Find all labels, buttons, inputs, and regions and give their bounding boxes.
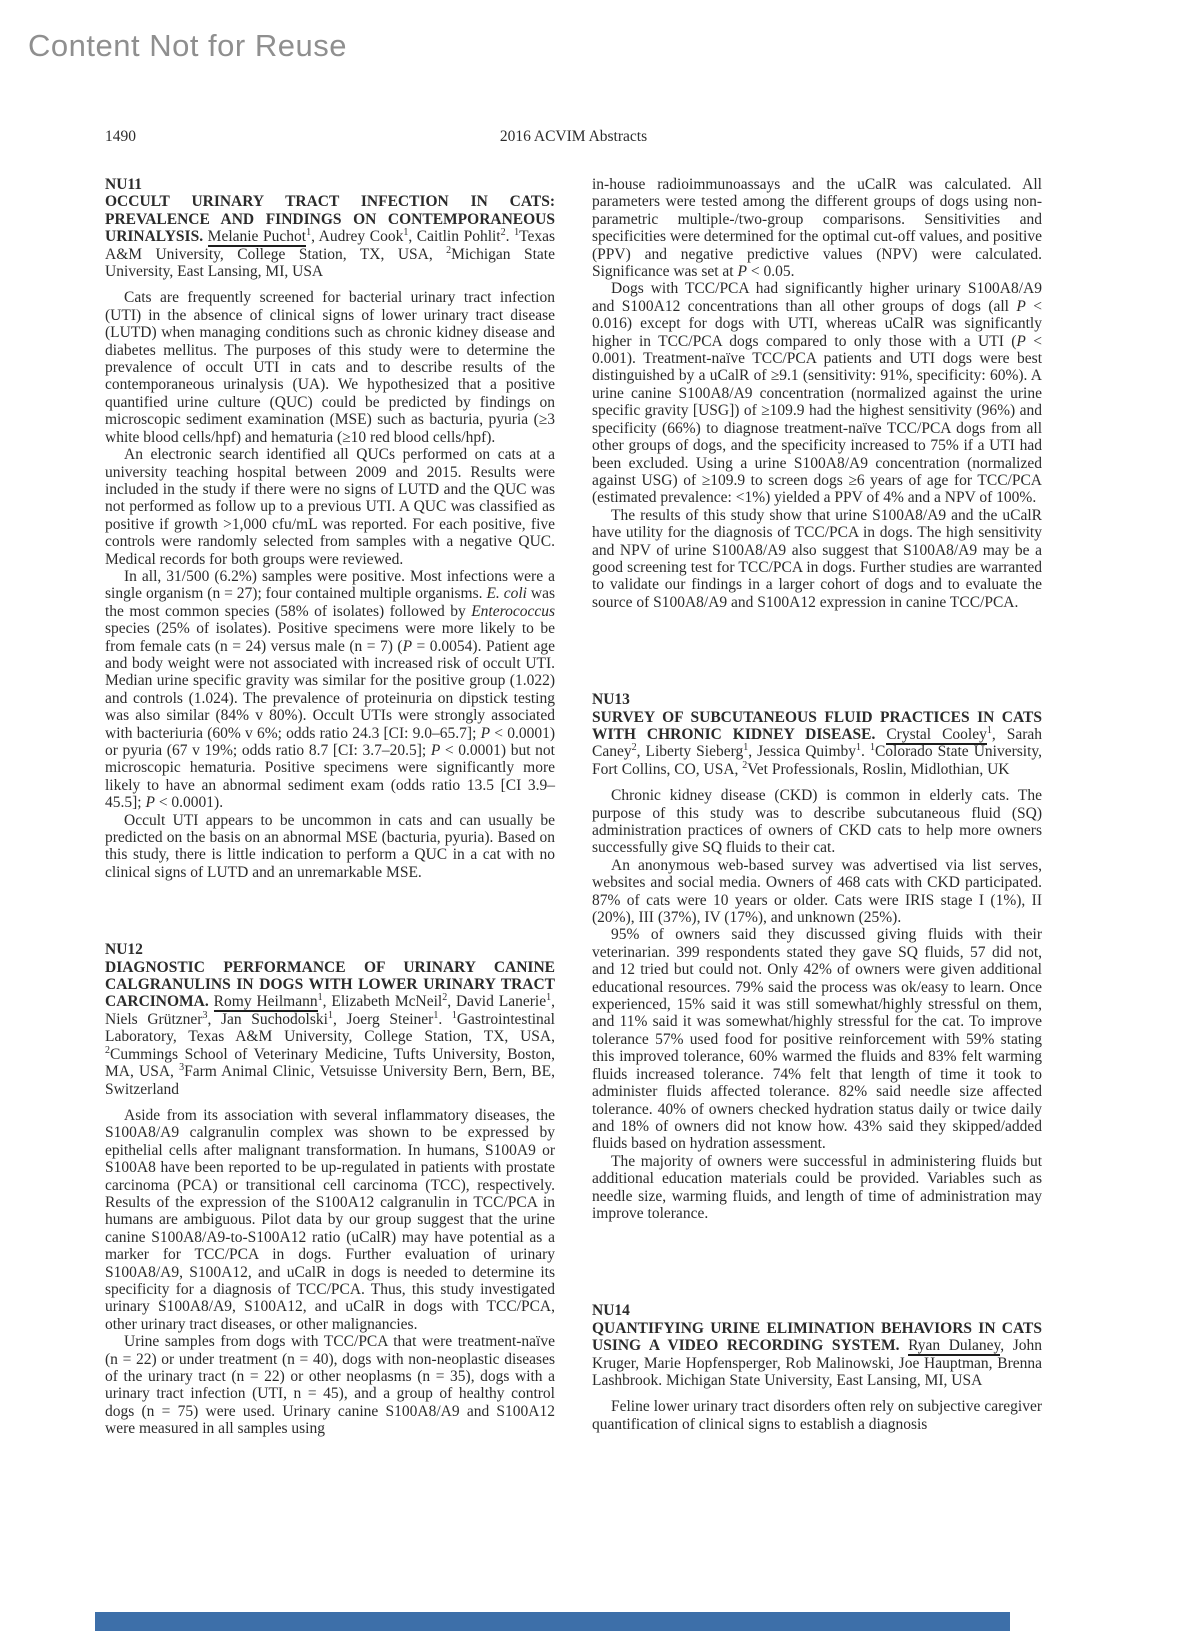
superscript: 1 xyxy=(317,992,323,1004)
text-segment: 95% of owners said they discussed giving fluids with their veterinarian. 399 respondents stated they gave SQ fluids, 57 did not, and 12 tried but could not. Only 42% of owners were given additional educational resources. 79% said the process was ok/easy to learn. Once experienced, 15% said it was still somewhat/highly stressful on them, and 11% said it was somewhat/highly stressful for the cat. To improve tolerance 57% used food for positive reinforcement with 59% stating this improved tolerance, 60% warmed the fluids and 83% felt warming fluids increased tolerance. 74% felt that length of time it took to administer fluids affected tolerance. 82% said needle size affected tolerance. 40% of owners checked hydration status daily or twice daily and 18% of owners did not know how. 43% said they skipped/added fluids based on hydration assessment. xyxy=(592,926,1042,1153)
text-segment: An anonymous web-based survey was advertised via list serves, websites and social media. Owners of 468 cats with CKD participated. 87% of cats were 10 years or older. Cats were IRIS stage I (1%), II (20%), III (37%), IV (17%), and unknown (25%). xyxy=(592,856,1042,927)
watermark-text: Content Not for Reuse xyxy=(28,28,347,63)
text-segment: An electronic search identified all QUCs performed on cats at a university teaching hospital between 2009 and 2015. Results were included in the study if there were no signs of LUTD and the QUC was not performed as follow up to a previous UTI. A QUC was classified as positive if growth >1,000 cfu/mL was reported. For each positive, five controls were randomly selected from samples with a negative QUC. Medical records for both groups were reviewed. xyxy=(105,446,555,568)
text-segment: < 0.016) except for dogs with UTI, whereas uCalR was significantly higher in TCC/PCA dogs compared to only those with a UTI ( xyxy=(592,297,1042,350)
text-segment: P xyxy=(402,637,413,655)
abstract-paragraph xyxy=(592,507,1042,611)
superscript: 1 xyxy=(856,742,862,754)
text-segment: Cummings School of Veterinary Medicine, Tufts University, Boston, MA, USA, xyxy=(105,1045,555,1081)
text-segment: . xyxy=(438,1010,452,1028)
abstract-code: NU12 xyxy=(105,941,143,959)
presenting-author: Ryan Dulaney xyxy=(908,1337,1001,1355)
right-column xyxy=(592,176,1042,1433)
abstract-paragraph xyxy=(592,787,1042,857)
superscript: 1 xyxy=(546,992,552,1004)
text-segment: , Jessica Quimby xyxy=(748,743,857,761)
text-segment: < 0.001). Treatment-naïve TCC/PCA patients and UTI dogs were best distinguished by a uCalR of ≥9.1 (sensitivity: 91%, specificity: 60%). A urine canine S100A8/A9 concentration (normalized against the urine specific gravity [USG]) of ≥109.9 had the highest sensitivity (96%) and specificity (66%) to diagnose treatment-naïve TCC/PCA dogs from all other groups of dogs, and the specificity increased to 75% if a UTI had been excluded. Using a urine S100A8/A9 concentration (normalized against USG) of ≥109.9 to screen dogs ≥6 years of age for TCC/PCA (estimated prevalence: <1%) yielded a PPV of 4% and a NPV of 100%. xyxy=(592,332,1042,507)
header-title: 2016 ACVIM Abstracts xyxy=(499,128,648,145)
text-segment: The results of this study show that urine S100A8/A9 and the uCalR have utility for the diagnosis of TCC/PCA in dogs. The high sensitivity and NPV of urine S100A8/A9 also suggest that S100A8/A9 may be a good screening test for TCC/PCA in dogs. Further studies are warranted to validate our findings in a larger cohort of dogs and to evaluate the source of S100A8/A9 and S100A12 expression in canine TCC/PCA. xyxy=(592,506,1042,611)
abstract-title-authors xyxy=(105,193,555,280)
text-segment: Gastrointestinal Laboratory, Texas A&M University, College Station, TX, USA, xyxy=(105,1010,555,1046)
text-segment: Colorado State University, Fort Collins, CO, USA, xyxy=(592,743,1042,778)
superscript: 1 xyxy=(306,227,312,239)
abstract-paragraph xyxy=(105,812,555,882)
abstract-paragraph xyxy=(592,176,1042,280)
text-segment: Cats are frequently screened for bacterial urinary tract infection (UTI) in the absence of clinical signs of lower urinary tract disease (LUTD) when managing conditions such as chronic kidney disease and diabetes mellitus. The purposes of this study were to determine the prevalence of occult UTI in cats and to describe results of the contemporaneous urinalysis (UA). We hypothesized that a positive quantified urine culture (QUC) could be predicted by findings on microscopic sediment examination (MSE) such as bacturia, pyuria (≥3 white blood cells/hpf) and hematuria (≥10 red blood cells/hpf). xyxy=(105,289,555,446)
text-segment: , John Kruger, Marie Hopfensperger, Rob Malinowski, Joe Hauptman, Brenna Lashbrook. Michigan State University, East Lansing, MI, USA xyxy=(592,1337,1042,1389)
text-segment: SURVEY OF SUBCUTANEOUS FLUID PRACTICES IN CATS WITH CHRONIC KIDNEY DISEASE. xyxy=(592,708,1042,743)
text-segment: , Joerg Steiner xyxy=(332,1010,434,1028)
text-segment: < 0.0001). xyxy=(154,794,224,812)
text-segment: < 0.0001) or pyuria (67 v 19%; odds ratio 8.7 [CI: 3.7–20.5]; xyxy=(105,724,556,759)
text-segment: , Elizabeth McNeil xyxy=(322,993,443,1011)
page-header xyxy=(105,128,1042,148)
abstract-title-authors xyxy=(592,1320,1042,1390)
abstract-nu14 xyxy=(592,1302,1042,1433)
text-segment: The majority of owners were successful in administering fluids but additional education materials could be provided. Variables such as needle size, warming fluids, and length of time of administration may improve tolerance. xyxy=(592,1152,1042,1222)
superscript: 2 xyxy=(442,992,448,1004)
text-segment: , Caitlin Pohlit xyxy=(408,228,501,246)
text-segment: , Liberty Sieberg xyxy=(636,743,744,761)
text-segment: P xyxy=(480,724,491,742)
abstract-paragraph xyxy=(592,926,1042,1152)
abstract-nu13 xyxy=(592,691,1042,1222)
text-segment: Aside from its association with several inflammatory diseases, the S100A8/A9 calgranulin complex was shown to be expressed by epithelial cells after malignant transformation. In humans, S100A9 or S100A8 have been reported to be up-regulated in patients with prostate carcinoma (PCA) or transitional cell carcinoma (TCC), respectively. Results of the expression of the S100A12 calgranulin in TCC/PCA in humans are ambiguous. Pilot data by our group suggest that the urine canine S100A8/A9-to-S100A12 ratio (uCalR) may have potential as a marker for TCC/PCA in dogs. Further evaluation of urinary S100A8/A9, S100A12, and uCalR in dogs is needed to determine its specificity for a diagnosis of TCC/PCA. Thus, this study investigated urinary S100A8/A9, S100A12, and uCalR in dogs with TCC/PCA, other urinary tract diseases, or other malignancies. xyxy=(105,1106,555,1333)
superscript: 1 xyxy=(451,1009,457,1021)
abstract-paragraph xyxy=(105,568,555,812)
text-segment: , Jan Suchodolski xyxy=(207,1010,328,1028)
footer-bar xyxy=(95,1612,1010,1631)
superscript: 2 xyxy=(446,244,452,256)
superscript: 1 xyxy=(986,724,992,736)
superscript: 2 xyxy=(742,759,748,771)
abstract-nu12 xyxy=(105,941,555,1437)
abstract-paragraph xyxy=(105,1107,555,1333)
abstract-title-authors xyxy=(105,959,555,1098)
text-segment: QUANTIFYING URINE ELIMINATION BEHAVIORS IN CATS USING A VIDEO RECORDING SYSTEM. xyxy=(592,1319,1042,1355)
superscript: 2 xyxy=(631,742,637,754)
abstract-paragraph xyxy=(105,289,555,446)
text-segment: Occult UTI appears to be uncommon in cats and can usually be predicted on the basis on an abnormal MSE (bacturia, pyuria). Based on this study, there is little indication to perform a QUC in a cat with no clinical signs of LUTD and an unremarkable MSE. xyxy=(105,811,555,881)
superscript: 1 xyxy=(743,742,749,754)
text-segment: P xyxy=(737,263,747,281)
text-segment: P xyxy=(145,794,155,812)
abstract-code: NU14 xyxy=(592,1302,630,1320)
text-segment: Michigan State University, East Lansing, MI, USA xyxy=(105,245,555,281)
abstract-paragraph xyxy=(592,857,1042,927)
presenting-author: Crystal Cooley xyxy=(886,725,987,743)
abstract-paragraph xyxy=(592,280,1042,506)
abstract-title-authors xyxy=(592,709,1042,779)
superscript: 1 xyxy=(514,227,520,239)
superscript: 1 xyxy=(869,742,875,754)
text-segment: E. coli xyxy=(486,585,527,603)
text-segment: Farm Animal Clinic, Vetsuisse University Bern, Bern, BE, Switzerland xyxy=(105,1063,555,1098)
superscript: 1 xyxy=(327,1009,333,1021)
text-segment: < 0.05. xyxy=(746,263,795,281)
text-segment: Chronic kidney disease (CKD) is common in elderly cats. The purpose of this study was to describe subcutaneous fluid (SQ) administration practices of owners of CKD cats to help more owners successfully give SQ fluids to their cat. xyxy=(592,787,1042,857)
text-segment: OCCULT URINARY TRACT INFECTION IN CATS: PREVALENCE AND FINDINGS ON CONTEMPORANEOUS URINALYSIS. xyxy=(105,193,555,246)
presenting-author: Melanie Puchot xyxy=(207,228,307,246)
text-segment: Enterococcus xyxy=(471,602,555,620)
abstract-continuation xyxy=(592,176,1042,611)
text-segment: Dogs with TCC/PCA had significantly higher urinary S100A8/A9 and S100A12 concentrations than all other groups of dogs (all xyxy=(592,280,1042,315)
abstract-paragraph xyxy=(105,446,555,568)
text-segment: P xyxy=(1016,297,1026,315)
abstract-paragraph xyxy=(592,1398,1042,1433)
text-segment: < 0.0001) but not microscopic hematuria. Positive specimens were significantly more likely to have an abnormal sediment exam (odds ratio 13.5 [CI 3.9–45.5]; xyxy=(105,742,555,812)
text-segment: was the most common species (58% of isolates) followed by xyxy=(105,585,555,620)
superscript: 2 xyxy=(105,1044,110,1056)
superscript: 2 xyxy=(500,227,506,239)
text-segment: Texas A&M University, College Station, TX, USA, xyxy=(105,228,556,263)
superscript: 3 xyxy=(202,1009,208,1021)
text-segment: , Niels Grützner xyxy=(105,993,555,1028)
superscript: 1 xyxy=(403,227,409,239)
abstract-paragraph xyxy=(592,1153,1042,1223)
text-segment: = 0.0054). Patient age and body weight were not associated with increased risk of occult UTI. Median urine specific gravity was similar for the positive group (1.022) and controls (1.024). The prevalence of proteinuria on dipstick testing was also similar (84% v 80%). Occult UTIs were strongly associated with bacteriuria (60% v 6%; odds ratio 24.3 [CI: 9.0–65.7]; xyxy=(105,637,555,742)
text-segment: DIAGNOSTIC PERFORMANCE OF URINARY CANINE CALGRANULINS IN DOGS WITH LOWER URINARY TRACT CARCINOMA. xyxy=(105,958,555,1011)
text-segment: , Audrey Cook xyxy=(311,228,404,246)
text-segment: Vet Professionals, Roslin, Midlothian, UK xyxy=(747,760,1010,778)
superscript: 1 xyxy=(433,1009,439,1021)
abstract-code: NU13 xyxy=(592,691,630,709)
superscript: 3 xyxy=(179,1061,185,1073)
abstract-nu11 xyxy=(105,176,555,881)
abstract-columns xyxy=(105,176,1042,1438)
left-column xyxy=(105,176,555,1438)
text-segment: species (25% of isolates). Positive specimens were more likely to be from female cats (n = 24) versus male (n = 7) ( xyxy=(105,620,555,655)
text-segment: P xyxy=(430,742,441,759)
text-segment: , David Lanerie xyxy=(447,993,547,1011)
page-number: 1490 xyxy=(105,128,136,145)
text-segment: Feline lower urinary tract disorders often rely on subjective caregiver quantification of clinical signs to establish a diagnosis xyxy=(592,1398,1042,1433)
text-segment: , Sarah Caney xyxy=(592,725,1042,761)
text-segment: . xyxy=(861,743,870,761)
text-segment: in-house radioimmunoassays and the uCalR was calculated. All parameters were tested among the different groups of dogs using non-parametric multiple-/two-group comparisons. Sensitivities and specificities were determined for the optimal cut-off values, and positive (PPV) and negative predictive values (NPV) were calculated. Significance was set at xyxy=(592,176,1042,281)
text-segment: In all, 31/500 (6.2%) samples were positive. Most infections were a single organism (n = 27); four contained multiple organisms. xyxy=(105,567,555,603)
presenting-author: Romy Heilmann xyxy=(213,993,318,1011)
text-segment: P xyxy=(1016,332,1026,350)
abstract-paragraph xyxy=(105,1333,555,1437)
abstract-code: NU11 xyxy=(105,176,143,193)
text-segment: Urine samples from dogs with TCC/PCA that were treatment-naïve (n = 22) or under treatment (n = 40), dogs with non-neoplastic diseases of the urinary tract (n = 22) or other neoplasms (n = 35), dogs with a urinary tract infection (UTI, n = 45), and a group of healthy control dogs (n = 75) were used. Urinary canine S100A8/A9 and S100A12 were measured in all samples using xyxy=(105,1333,555,1438)
text-segment: . xyxy=(505,228,515,246)
